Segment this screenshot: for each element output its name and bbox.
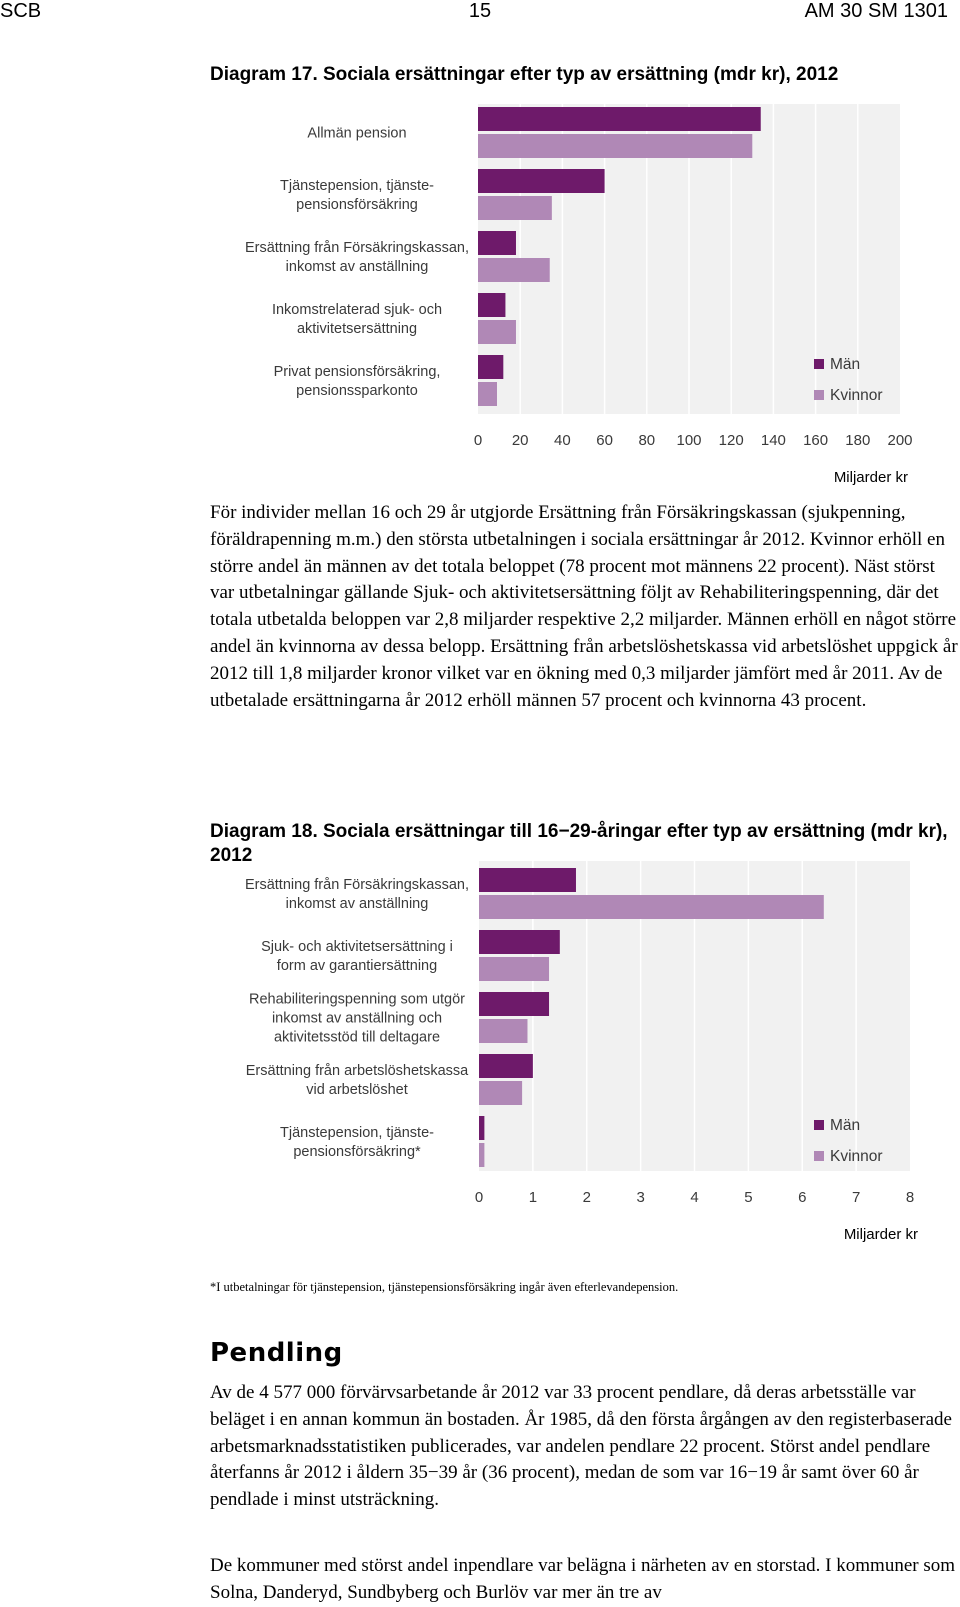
bar-kvinna	[478, 258, 550, 282]
bar-kvinna	[478, 134, 752, 158]
paragraph-2: Av de 4 577 000 förvärvsarbetande år 2012 var 33 procent pendlare, då deras arbetsställe var beläget i en annan kommun än bostaden. År 1985, då den första årgången av den registerbaserade arbetsmarknadsstatistiken publicerades, var andelen pendlare 22 procent. Störst andel pendlare återfanns år 2012 i åldern 35−39 år (36 procent), medan de som var 16−19 år samt över 60 år pendlade i minst utsträckning.	[210, 1382, 952, 1511]
legend-swatch	[814, 359, 824, 369]
legend-label: Män	[830, 1117, 861, 1134]
bar-man	[478, 293, 505, 317]
bar-man	[478, 107, 761, 131]
x-tick-label: 3	[636, 1189, 645, 1206]
category-label: Inkomstrelaterad sjuk- och	[271, 302, 443, 318]
footnote: *I utbetalningar för tjänstepension, tjänstepensionsförsäkring ingår även efterlevandepension.	[210, 1280, 679, 1294]
bar-kvinna	[478, 320, 516, 344]
bar-man	[479, 868, 576, 892]
category-label: Ersättning från Försäkringskassan,	[244, 240, 470, 256]
legend-label: Kvinnor	[830, 1148, 883, 1165]
diagram-18-title: Diagram 18. Sociala ersättningar till 16−29-åringar efter typ av ersättning (mdr kr), 2012	[210, 821, 948, 866]
x-tick-label: 40	[554, 432, 571, 449]
page-number: 15	[468, 0, 492, 22]
legend-label: Män	[830, 356, 861, 373]
bar-kvinna	[479, 1019, 527, 1043]
x-axis-unit: Miljarder kr	[833, 469, 908, 486]
x-tick-label: 5	[744, 1189, 753, 1206]
category-label: inkomst av anställning	[285, 259, 429, 275]
category-label: inkomst av anställning och	[271, 1010, 443, 1027]
x-tick-label: 1	[528, 1189, 538, 1206]
x-tick-label: 120	[718, 432, 744, 449]
x-tick-label: 0	[474, 1189, 484, 1206]
bar-man	[479, 1116, 484, 1140]
category-label: Sjuk- och aktivitetsersättning i	[261, 939, 453, 955]
chart-svg	[205, 104, 915, 484]
bar-kvinna	[479, 1143, 484, 1167]
x-tick-label: 160	[803, 432, 829, 449]
x-tick-label: 7	[851, 1189, 861, 1206]
category-label: Privat pensionsförsäkring,	[273, 364, 441, 380]
legend-swatch	[814, 1151, 824, 1161]
category-label: form av garantiersättning	[276, 958, 438, 974]
category-label: aktivitetsstöd till deltagare	[273, 1029, 441, 1046]
header-right: AM 30 SM 1301	[804, 0, 948, 22]
legend-swatch	[814, 1120, 824, 1130]
category-label: pensionsförsäkring	[296, 197, 418, 213]
x-axis-unit: Miljarder kr	[843, 1226, 918, 1243]
x-tick-label: 60	[596, 432, 613, 449]
x-tick-label: 100	[676, 432, 702, 449]
category-label: Rehabiliteringspenning som utgör	[248, 991, 466, 1008]
diagram-18-chart	[205, 877, 918, 1243]
category-label: Tjänstepension, tjänste-	[280, 1125, 434, 1141]
paragraph-1: För individer mellan 16 och 29 år utgjorde Ersättning från Försäkringskassan (sjukpenning, föräldrapenning m.m.) den största utbetalningen i sociala ersättningar år 2012. Kvinnor erhöll en större andel än männen av det totala beloppet (78 procent mot männens 22 procent). Näst störst var utbetalningar gällande Sjuk- och aktivitetsersättning följt av Rehabiliteringspenning, där det totala utbetalda beloppen var 2,8 miljarder respektive 2,2 miljarder. Männen erhöll en något större andel än kvinnorna av dessa belopp. Ersättning från arbetslöshetskassa vid arbetslöshet uppgick år 2012 till 1,8 miljarder kronor vilket var en ökning med 0,3 miljarder jämfört med år 2011. Av de utbetalade ersättningarna år 2012 erhöll männen 57 procent och kvinnorna 43 procent.	[210, 502, 958, 711]
bar-man	[478, 355, 503, 379]
bar-man	[479, 992, 549, 1016]
category-label: pensionsförsäkring*	[293, 1144, 421, 1160]
legend-swatch	[814, 390, 824, 400]
diagram-17-title: Diagram 17. Sociala ersättningar efter typ av ersättning (mdr kr), 2012	[210, 64, 839, 85]
bar-kvinna	[479, 1081, 522, 1105]
bar-man	[479, 1054, 533, 1078]
chart-svg	[205, 877, 918, 1243]
category-label: Tjänstepension, tjänste-	[280, 178, 434, 194]
x-tick-label: 8	[905, 1189, 915, 1206]
bar-man	[478, 231, 516, 255]
section-heading-pendling: Pendling	[210, 1338, 343, 1368]
category-label: Ersättning från arbetslöshetskassa	[245, 1063, 469, 1079]
x-tick-label: 180	[845, 432, 871, 449]
bar-kvinna	[478, 382, 497, 406]
category-label: vid arbetslöshet	[306, 1082, 408, 1098]
bar-kvinna	[478, 196, 552, 220]
diagram-17-chart	[205, 104, 915, 484]
paragraph-3: De kommuner med störst andel inpendlare var belägna i närheten av en storstad. I kommuner som Solna, Danderyd, Sundbyberg och Burlöv var mer än tre av	[210, 1555, 955, 1603]
category-label: aktivitetsersättning	[296, 321, 418, 337]
x-tick-label: 0	[473, 432, 483, 449]
x-tick-label: 80	[638, 432, 656, 449]
bar-kvinna	[479, 957, 549, 981]
category-label: Allmän pension	[307, 125, 407, 142]
bar-man	[478, 169, 605, 193]
x-tick-label: 2	[582, 1189, 591, 1206]
x-tick-label: 20	[511, 432, 529, 449]
x-tick-label: 200	[887, 432, 913, 449]
bar-man	[479, 930, 560, 954]
x-tick-label: 6	[798, 1189, 807, 1206]
category-label: inkomst av anställning	[285, 896, 429, 912]
category-label: pensionssparkonto	[296, 383, 418, 399]
x-tick-label: 4	[690, 1189, 699, 1206]
bar-kvinna	[479, 895, 824, 919]
category-label: Ersättning från Försäkringskassan,	[244, 877, 470, 893]
header-left: SCB	[0, 0, 42, 22]
legend-label: Kvinnor	[830, 387, 883, 404]
x-tick-label: 140	[760, 432, 786, 449]
